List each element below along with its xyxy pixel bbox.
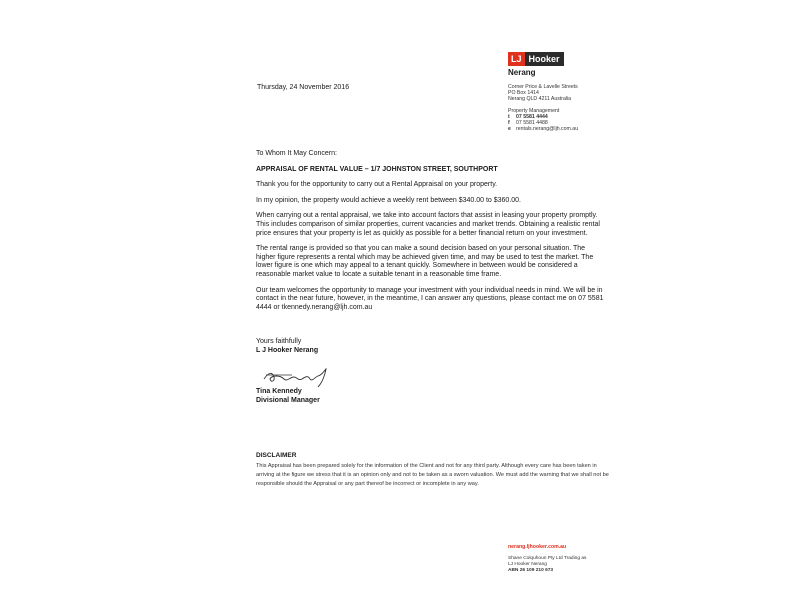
footer-abn: ABN 26 109 210 673 (508, 568, 554, 573)
signer-block (256, 388, 320, 405)
branch-name: Nerang (508, 68, 536, 77)
footer-line-1: Shane Colquhoun Pty Ltd Trading as (508, 556, 587, 561)
footer-line-2: LJ Hooker Nerang (508, 562, 547, 567)
phone-line: t 07 5581 4444 (508, 113, 548, 120)
footer (508, 544, 586, 574)
address-line-2: PO Box 1414 (508, 90, 539, 97)
address-line-1: Corner Price & Lavelle Streets (508, 84, 578, 90)
footer-website: nerang.ljhooker.com.au (508, 544, 567, 550)
logo-lj: LJ (508, 52, 525, 66)
email-line: e rentals.nerang@ljh.com.au (508, 126, 579, 133)
paragraph-5: Our team welcomes the opportunity to manage your investment with your individual needs in mind. We will be in contact in the near future, however, in the meantime, I can answer any questions, please contact me on 07 5581 4444 or tkennedy.nerang@ljh.com.au (256, 286, 604, 311)
email-address: rentals.nerang@ljh.com.au (516, 126, 579, 133)
closing-company: L J Hooker Nerang (256, 346, 319, 354)
fax-line: f 07 5581 4488 (508, 120, 548, 127)
closing-phrase: Yours faithfully (256, 338, 302, 345)
paragraph-3: When carrying out a rental appraisal, we take into account factors that assist in leasing your property promptly. This includes comparison of similar properties, current vacancies and market trends. Obtaining a realistic rental price ensures that your property is let as quickly as possible for a better financial return on your investment. (256, 212, 600, 237)
lj-hooker-logo (508, 52, 564, 66)
handwritten-signature (262, 365, 342, 389)
phone-number: 07 5581 4444 (516, 113, 548, 120)
office-address (508, 84, 578, 132)
fax-number: 07 5581 4488 (516, 120, 548, 127)
logo-hooker: Hooker (525, 52, 564, 66)
address-line-3: Nerang QLD 4211 Australia (508, 96, 572, 103)
department: Property Management (508, 107, 560, 114)
salutation: To Whom It May Concern: (256, 150, 337, 157)
letter-body (256, 150, 606, 319)
signer-title: Divisional Manager (256, 396, 320, 404)
disclaimer-title: DISCLAIMER (256, 452, 297, 459)
subject-line: APPRAISAL OF RENTAL VALUE – 1/7 JOHNSTON STREET, SOUTHPORT (256, 165, 498, 173)
closing (256, 338, 318, 355)
letter-date: Thursday, 24 November 2016 (257, 84, 350, 91)
signer-name: Tina Kennedy (256, 388, 302, 395)
disclaimer-text: This Appraisal has been prepared solely for the information of the Client and not for any third party. Although every care has been taken in arriving at the figure we stress that it is an opinion only and not to be taken as a sworn valuation. We must add the warning that we shall not be responsible should the Appraisal or any part thereof be incorrect or incomplete in any way. (256, 463, 609, 487)
paragraph-2: In my opinion, the property would achieve a weekly rent between $340.00 to $360.00. (256, 196, 522, 204)
paragraph-1: Thank you for the opportunity to carry out a Rental Appraisal on your property. (256, 181, 498, 189)
paragraph-4: The rental range is provided so that you can make a sound decision based on your personal situation. The higher figure represents a rental which may be achieved given time, and may be used to test the market. The lower figure is one which may appeal to a tenant quickly. Somewhere in between would be considered a reasonable market value to locate a suitable tenant in a reasonable time frame. (256, 245, 594, 278)
